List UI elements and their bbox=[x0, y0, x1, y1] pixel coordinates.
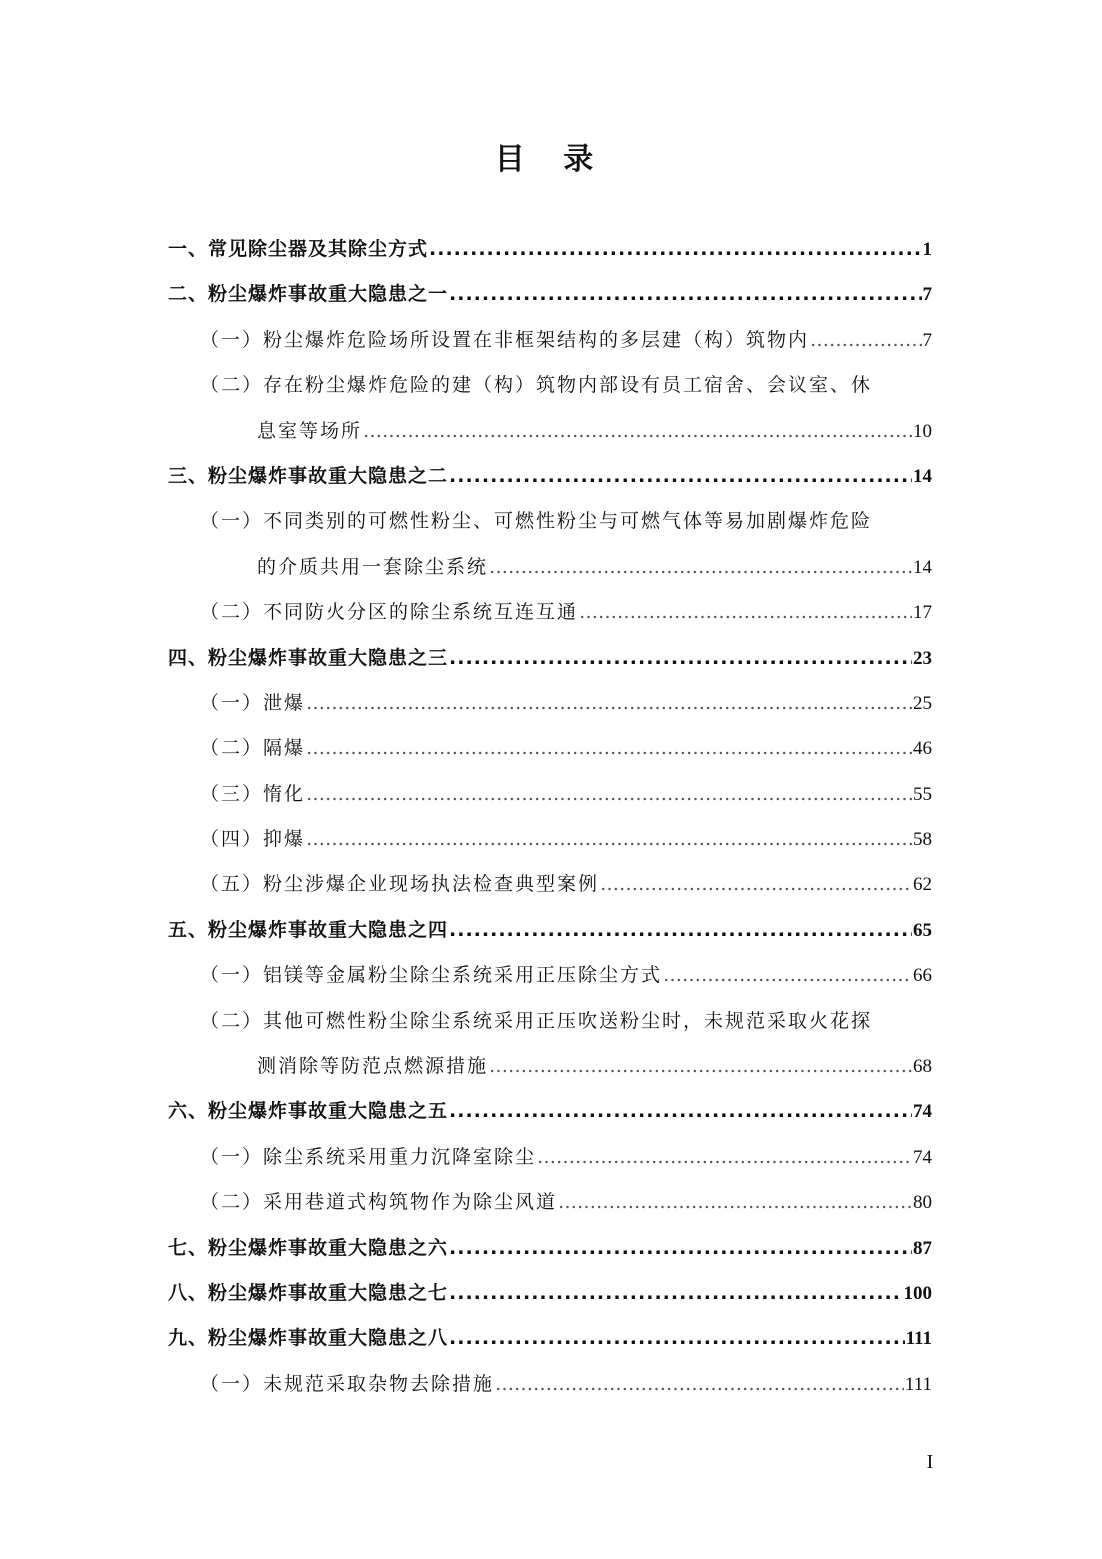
toc-entry-5[interactable] bbox=[168, 908, 932, 953]
toc-entry-2[interactable] bbox=[168, 272, 932, 317]
toc-entry-2-2-line1[interactable] bbox=[168, 363, 932, 408]
dot-leader bbox=[449, 1089, 912, 1134]
toc-entry-9[interactable] bbox=[168, 1316, 932, 1361]
toc-entry-4-4[interactable] bbox=[168, 817, 932, 862]
toc-entry-page: 87 bbox=[913, 1237, 932, 1259]
toc-entry-page: 25 bbox=[913, 692, 932, 714]
toc-entry-text: （三）惰化 bbox=[200, 782, 306, 805]
toc-entry-page: 7 bbox=[922, 329, 932, 351]
toc-entry-page: 58 bbox=[913, 829, 932, 851]
dot-leader bbox=[810, 318, 921, 363]
toc-entry-page: 14 bbox=[913, 556, 932, 578]
toc-entry-text: （二）采用巷道式构筑物作为除尘风道 bbox=[200, 1191, 558, 1214]
table-of-contents bbox=[168, 227, 932, 1407]
dot-leader bbox=[558, 1180, 912, 1225]
dot-leader bbox=[449, 1271, 902, 1316]
toc-entry-5-2-line2[interactable] bbox=[168, 1044, 932, 1089]
toc-entry-3[interactable] bbox=[168, 454, 932, 499]
toc-entry-page: 23 bbox=[913, 647, 932, 669]
toc-entry-text: 六、粉尘爆炸事故重大隐患之五 bbox=[168, 1100, 449, 1123]
toc-entry-text: 二、粉尘爆炸事故重大隐患之一 bbox=[168, 283, 449, 306]
toc-entry-1[interactable] bbox=[168, 227, 932, 272]
toc-entry-text: （一）不同类别的可燃性粉尘、可燃性粉尘与可燃气体等易加剧爆炸危险 bbox=[200, 510, 873, 533]
toc-entry-4[interactable] bbox=[168, 636, 932, 681]
toc-entry-text: （二）存在粉尘爆炸危险的建（构）筑物内部设有员工宿舍、会议室、休 bbox=[200, 374, 873, 397]
toc-entry-text: （二）隔爆 bbox=[200, 737, 306, 760]
toc-entry-text: （二）其他可燃性粉尘除尘系统采用正压吹送粉尘时，未规范采取火花探 bbox=[200, 1009, 873, 1032]
toc-entry-page: 14 bbox=[913, 465, 932, 487]
toc-title: 目 录 bbox=[494, 142, 608, 177]
page-number: I bbox=[926, 1451, 934, 1473]
toc-entry-4-1[interactable] bbox=[168, 681, 932, 726]
toc-entry-3-1-line1[interactable] bbox=[168, 499, 932, 544]
toc-entry-6[interactable] bbox=[168, 1089, 932, 1134]
toc-entry-page: 1 bbox=[922, 239, 932, 260]
toc-entry-text: （四）抑爆 bbox=[200, 828, 306, 851]
toc-entry-text: 的介质共用一套除尘系统 bbox=[257, 555, 489, 578]
toc-entry-text: 七、粉尘爆炸事故重大隐患之六 bbox=[168, 1236, 449, 1259]
toc-entry-text: 五、粉尘爆炸事故重大隐患之四 bbox=[168, 918, 449, 941]
dot-leader bbox=[579, 590, 912, 635]
toc-entry-page: 65 bbox=[913, 919, 932, 941]
toc-entry-3-2[interactable] bbox=[168, 590, 932, 635]
toc-entry-6-2[interactable] bbox=[168, 1180, 932, 1225]
toc-entry-text: 一、常见除尘器及其除尘方式 bbox=[168, 238, 429, 260]
toc-entry-text: （二）不同防火分区的除尘系统互连互通 bbox=[200, 601, 579, 624]
toc-entry-page: 66 bbox=[913, 965, 932, 987]
toc-entry-text: （一）除尘系统采用重力沉降室除尘 bbox=[200, 1145, 537, 1168]
toc-entry-text: 八、粉尘爆炸事故重大隐患之七 bbox=[168, 1281, 449, 1304]
dot-leader bbox=[306, 681, 912, 726]
toc-entry-3-1-line2[interactable] bbox=[168, 545, 932, 590]
dot-leader bbox=[449, 1226, 912, 1271]
toc-entry-2-2-line2[interactable] bbox=[168, 409, 932, 454]
toc-entry-4-3[interactable] bbox=[168, 772, 932, 817]
toc-entry-text: 三、粉尘爆炸事故重大隐患之二 bbox=[168, 464, 449, 487]
toc-entry-8[interactable] bbox=[168, 1271, 932, 1316]
toc-entry-7[interactable] bbox=[168, 1226, 932, 1271]
toc-entry-text: 息室等场所 bbox=[257, 419, 363, 442]
toc-entry-page: 74 bbox=[913, 1146, 932, 1168]
toc-entry-page: 74 bbox=[913, 1101, 932, 1123]
toc-entry-page: 10 bbox=[913, 420, 932, 442]
dot-leader bbox=[449, 908, 912, 953]
toc-entry-page: 111 bbox=[904, 1373, 932, 1395]
toc-entry-page: 111 bbox=[905, 1328, 932, 1350]
dot-leader bbox=[429, 227, 921, 272]
toc-entry-text: （一）泄爆 bbox=[200, 691, 306, 714]
dot-leader bbox=[449, 454, 912, 499]
dot-leader bbox=[363, 409, 912, 454]
dot-leader bbox=[537, 1135, 912, 1180]
toc-entry-4-5[interactable] bbox=[168, 862, 932, 907]
toc-entry-page: 62 bbox=[913, 874, 932, 896]
dot-leader bbox=[306, 772, 912, 817]
toc-entry-6-1[interactable] bbox=[168, 1135, 932, 1180]
dot-leader bbox=[449, 272, 921, 317]
dot-leader bbox=[489, 545, 912, 590]
toc-entry-page: 68 bbox=[913, 1056, 932, 1078]
dot-leader bbox=[495, 1362, 904, 1407]
toc-entry-page: 46 bbox=[913, 738, 932, 760]
toc-entry-text: （一）粉尘爆炸危险场所设置在非框架结构的多层建（构）筑物内 bbox=[200, 328, 810, 351]
dot-leader bbox=[489, 1044, 912, 1089]
toc-entry-4-2[interactable] bbox=[168, 726, 932, 771]
toc-entry-page: 17 bbox=[913, 602, 932, 624]
dot-leader bbox=[600, 862, 912, 907]
dot-leader bbox=[663, 953, 912, 998]
toc-entry-text: （五）粉尘涉爆企业现场执法检查典型案例 bbox=[200, 873, 600, 896]
toc-entry-text: 四、粉尘爆炸事故重大隐患之三 bbox=[168, 646, 449, 669]
toc-entry-page: 80 bbox=[913, 1192, 932, 1214]
toc-entry-5-1[interactable] bbox=[168, 953, 932, 998]
toc-entry-page: 7 bbox=[922, 284, 932, 306]
toc-entry-page: 100 bbox=[903, 1282, 932, 1304]
dot-leader bbox=[449, 636, 912, 681]
toc-entry-text: （一）未规范采取杂物去除措施 bbox=[200, 1372, 495, 1395]
dot-leader bbox=[306, 726, 912, 771]
toc-entry-text: 测消除等防范点燃源措施 bbox=[257, 1055, 489, 1078]
toc-entry-9-1[interactable] bbox=[168, 1362, 932, 1407]
dot-leader bbox=[306, 817, 912, 862]
toc-entry-2-1[interactable] bbox=[168, 318, 932, 363]
toc-entry-page: 55 bbox=[913, 783, 932, 805]
toc-entry-text: （一）铝镁等金属粉尘除尘系统采用正压除尘方式 bbox=[200, 964, 663, 987]
dot-leader bbox=[449, 1316, 905, 1361]
toc-entry-text: 九、粉尘爆炸事故重大隐患之八 bbox=[168, 1327, 449, 1350]
toc-entry-5-2-line1[interactable] bbox=[168, 999, 932, 1044]
